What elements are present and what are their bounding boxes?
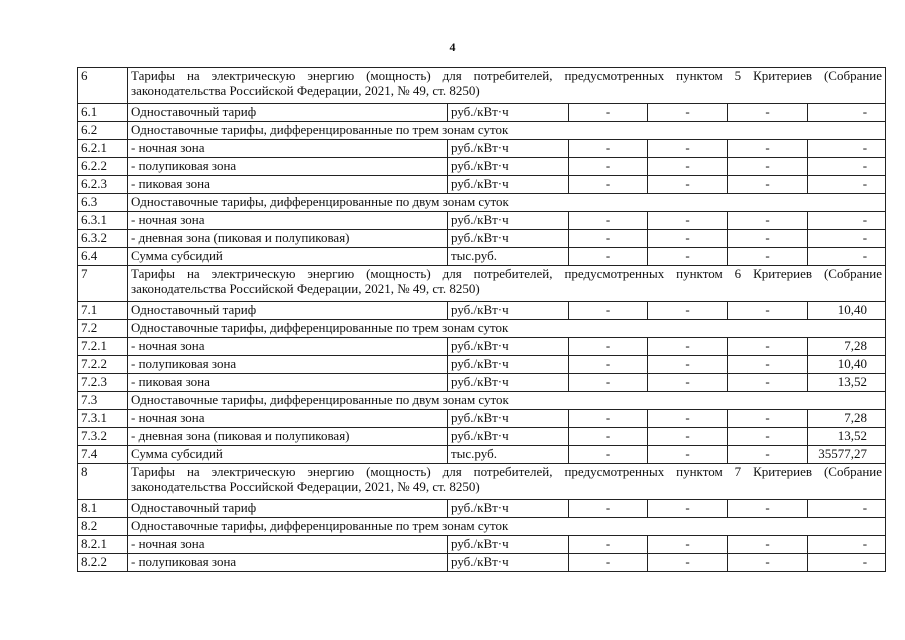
row-number: 7 — [78, 266, 128, 302]
tariff-table — [77, 67, 886, 572]
row-number: 6.2.2 — [78, 158, 128, 176]
value-cell: - — [569, 446, 648, 464]
value-cell: - — [808, 104, 886, 122]
table-row — [78, 338, 886, 356]
row-label: - дневная зона (пиковая и полупиковая) — [128, 428, 448, 446]
value-cell: - — [808, 554, 886, 572]
table-row — [78, 302, 886, 320]
row-label: - пиковая зона — [128, 176, 448, 194]
value-cell: - — [648, 536, 728, 554]
unit-cell: тыс.руб. — [448, 446, 569, 464]
row-label: - полупиковая зона — [128, 554, 448, 572]
row-label: Одноставочный тариф — [128, 500, 448, 518]
value-cell: - — [648, 410, 728, 428]
unit-cell: руб./кВт·ч — [448, 428, 569, 446]
value-cell: - — [569, 104, 648, 122]
section-row — [78, 266, 886, 302]
row-label: - дневная зона (пиковая и полупиковая) — [128, 230, 448, 248]
row-number: 6 — [78, 68, 128, 104]
unit-cell: руб./кВт·ч — [448, 176, 569, 194]
group-title: Одноставочные тарифы, дифференцированные по трем зонам суток — [128, 122, 886, 140]
value-cell: 7,28 — [808, 410, 886, 428]
table-row — [78, 374, 886, 392]
value-cell: - — [808, 140, 886, 158]
row-label: - пиковая зона — [128, 374, 448, 392]
table-row — [78, 176, 886, 194]
value-cell: 35577,27 — [808, 446, 886, 464]
group-row — [78, 320, 886, 338]
value-cell: 10,40 — [808, 356, 886, 374]
row-number: 7.3.1 — [78, 410, 128, 428]
row-number: 7.3.2 — [78, 428, 128, 446]
section-title: Тарифы на электрическую энергию (мощность) для потребителей, предусмотренных пунктом 6 Критериев (Собрание законодательства Российской Федерации, 2021, № 49, ст. 8250) — [128, 266, 886, 302]
row-number: 7.2 — [78, 320, 128, 338]
group-row — [78, 518, 886, 536]
row-label: - ночная зона — [128, 536, 448, 554]
page-number: 4 — [449, 40, 456, 54]
unit-cell: руб./кВт·ч — [448, 212, 569, 230]
value-cell: - — [728, 554, 808, 572]
value-cell: - — [569, 158, 648, 176]
unit-cell: руб./кВт·ч — [448, 140, 569, 158]
row-number: 7.2.1 — [78, 338, 128, 356]
value-cell: - — [808, 158, 886, 176]
table-row — [78, 248, 886, 266]
value-cell: - — [648, 446, 728, 464]
value-cell: 10,40 — [808, 302, 886, 320]
row-label: - ночная зона — [128, 212, 448, 230]
value-cell: - — [569, 500, 648, 518]
value-cell: - — [728, 428, 808, 446]
unit-cell: руб./кВт·ч — [448, 302, 569, 320]
value-cell: 7,28 — [808, 338, 886, 356]
value-cell: - — [569, 356, 648, 374]
value-cell: - — [728, 536, 808, 554]
table-row — [78, 428, 886, 446]
row-number: 6.4 — [78, 248, 128, 266]
value-cell: - — [648, 428, 728, 446]
row-label: - ночная зона — [128, 338, 448, 356]
value-cell: - — [728, 302, 808, 320]
value-cell: - — [648, 230, 728, 248]
group-row — [78, 122, 886, 140]
row-label: - полупиковая зона — [128, 158, 448, 176]
row-number: 8.2 — [78, 518, 128, 536]
value-cell: - — [728, 230, 808, 248]
table-row — [78, 140, 886, 158]
value-cell: - — [728, 248, 808, 266]
value-cell: - — [569, 428, 648, 446]
value-cell: - — [569, 338, 648, 356]
value-cell: - — [728, 212, 808, 230]
table-row — [78, 212, 886, 230]
row-number: 6.2.3 — [78, 176, 128, 194]
row-number: 6.3.2 — [78, 230, 128, 248]
value-cell: - — [648, 302, 728, 320]
section-row — [78, 464, 886, 500]
table-row — [78, 104, 886, 122]
unit-cell: руб./кВт·ч — [448, 158, 569, 176]
table-row — [78, 500, 886, 518]
value-cell: - — [728, 176, 808, 194]
row-number: 6.2 — [78, 122, 128, 140]
value-cell: - — [648, 554, 728, 572]
row-label: Сумма субсидий — [128, 446, 448, 464]
group-title: Одноставочные тарифы, дифференцированные по трем зонам суток — [128, 320, 886, 338]
group-row — [78, 194, 886, 212]
row-number: 8 — [78, 464, 128, 500]
unit-cell: руб./кВт·ч — [448, 338, 569, 356]
value-cell: - — [808, 176, 886, 194]
value-cell: - — [728, 140, 808, 158]
value-cell: - — [808, 230, 886, 248]
value-cell: - — [648, 158, 728, 176]
value-cell: - — [569, 176, 648, 194]
row-number: 8.1 — [78, 500, 128, 518]
group-title: Одноставочные тарифы, дифференцированные по трем зонам суток — [128, 518, 886, 536]
group-title: Одноставочные тарифы, дифференцированные по двум зонам суток — [128, 392, 886, 410]
value-cell: - — [728, 374, 808, 392]
value-cell: - — [728, 356, 808, 374]
row-number: 8.2.1 — [78, 536, 128, 554]
unit-cell: руб./кВт·ч — [448, 374, 569, 392]
value-cell: - — [648, 248, 728, 266]
value-cell: - — [808, 536, 886, 554]
row-label: Одноставочный тариф — [128, 104, 448, 122]
table-row — [78, 554, 886, 572]
row-label: Сумма субсидий — [128, 248, 448, 266]
row-number: 6.3 — [78, 194, 128, 212]
value-cell: - — [648, 338, 728, 356]
row-label: - ночная зона — [128, 410, 448, 428]
unit-cell: руб./кВт·ч — [448, 536, 569, 554]
row-label: Одноставочный тариф — [128, 302, 448, 320]
value-cell: - — [569, 554, 648, 572]
row-number: 7.2.3 — [78, 374, 128, 392]
value-cell: - — [569, 410, 648, 428]
row-number: 6.3.1 — [78, 212, 128, 230]
table-row — [78, 158, 886, 176]
row-number: 6.2.1 — [78, 140, 128, 158]
unit-cell: тыс.руб. — [448, 248, 569, 266]
table-row — [78, 356, 886, 374]
row-number: 6.1 — [78, 104, 128, 122]
value-cell: - — [728, 158, 808, 176]
value-cell: - — [648, 374, 728, 392]
unit-cell: руб./кВт·ч — [448, 410, 569, 428]
row-number: 7.4 — [78, 446, 128, 464]
table-row — [78, 410, 886, 428]
row-number: 7.2.2 — [78, 356, 128, 374]
value-cell: - — [728, 338, 808, 356]
row-number: 7.3 — [78, 392, 128, 410]
value-cell: - — [569, 302, 648, 320]
value-cell: - — [569, 536, 648, 554]
group-title: Одноставочные тарифы, дифференцированные по двум зонам суток — [128, 194, 886, 212]
table-row — [78, 536, 886, 554]
row-number: 7.1 — [78, 302, 128, 320]
value-cell: - — [808, 500, 886, 518]
value-cell: - — [648, 356, 728, 374]
group-row — [78, 392, 886, 410]
section-title: Тарифы на электрическую энергию (мощность) для потребителей, предусмотренных пунктом 5 Критериев (Собрание законодательства Российской Федерации, 2021, № 49, ст. 8250) — [128, 68, 886, 104]
value-cell: - — [728, 104, 808, 122]
unit-cell: руб./кВт·ч — [448, 500, 569, 518]
value-cell: 13,52 — [808, 428, 886, 446]
value-cell: - — [648, 500, 728, 518]
unit-cell: руб./кВт·ч — [448, 554, 569, 572]
value-cell: - — [648, 104, 728, 122]
value-cell: - — [569, 212, 648, 230]
section-title: Тарифы на электрическую энергию (мощность) для потребителей, предусмотренных пунктом 7 Критериев (Собрание законодательства Российской Федерации, 2021, № 49, ст. 8250) — [128, 464, 886, 500]
row-label: - ночная зона — [128, 140, 448, 158]
value-cell: - — [728, 500, 808, 518]
row-label: - полупиковая зона — [128, 356, 448, 374]
value-cell: - — [569, 230, 648, 248]
value-cell: - — [569, 374, 648, 392]
table-row — [78, 230, 886, 248]
value-cell: - — [728, 410, 808, 428]
value-cell: - — [808, 248, 886, 266]
value-cell: - — [728, 446, 808, 464]
section-row — [78, 68, 886, 104]
value-cell: - — [569, 248, 648, 266]
unit-cell: руб./кВт·ч — [448, 104, 569, 122]
unit-cell: руб./кВт·ч — [448, 230, 569, 248]
unit-cell: руб./кВт·ч — [448, 356, 569, 374]
row-number: 8.2.2 — [78, 554, 128, 572]
value-cell: 13,52 — [808, 374, 886, 392]
value-cell: - — [648, 176, 728, 194]
value-cell: - — [808, 212, 886, 230]
value-cell: - — [569, 140, 648, 158]
table-row — [78, 446, 886, 464]
value-cell: - — [648, 212, 728, 230]
value-cell: - — [648, 140, 728, 158]
